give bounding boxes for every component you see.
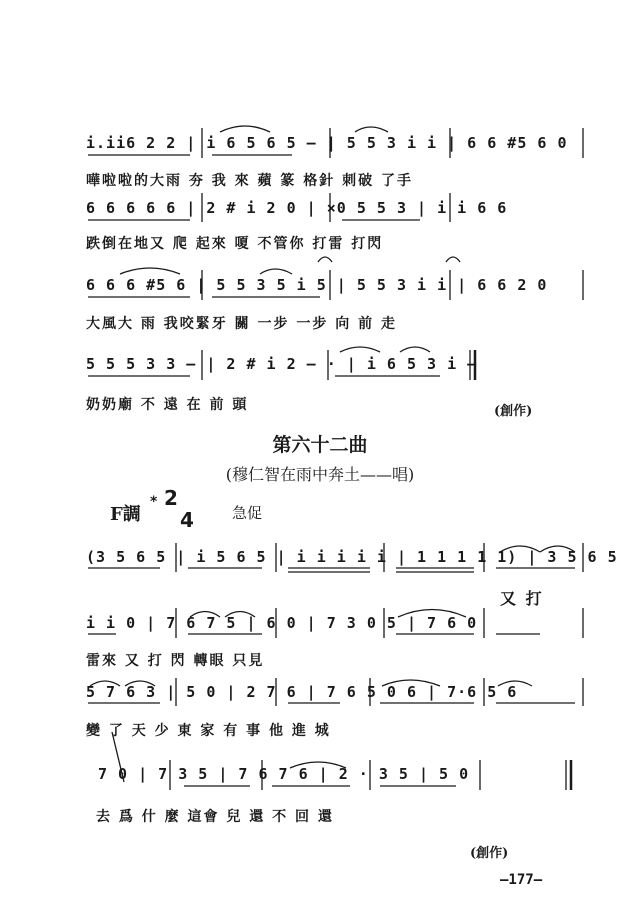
lyrics-row-1: 嘩啦啦的大雨 夯 我 來 蘋 篆 格針 刺破 了手	[86, 173, 413, 189]
notation-row-8: 7 0 | 7 3 5 | 7 6 7 6 | 2 · 3 5 | 5 0	[98, 765, 470, 783]
key-signature: F調	[110, 504, 141, 525]
lyrics-row-3: 大風大 雨 我咬緊牙 關 一步 一步 向 前 走	[86, 316, 397, 332]
notation-row-6: i i 0 | 7 6 7 5 | 6 0 | 7 3 0 5 | 7 6 0	[86, 614, 478, 632]
flat-sign-icon: *	[150, 494, 158, 510]
lyrics-row-2: 跌倒在地又 爬 起來 嗄 不管你 打雷 打閃	[86, 236, 384, 252]
meter-top: 2	[164, 486, 178, 510]
notation-row-4: 5 5 5 3 3 — | 2 # i 2 — · | i 6 5 3 i —	[86, 355, 478, 373]
source-note-1: (創作)	[494, 404, 533, 419]
lyrics-row-6: 雷來 又 打 閃 轉眼 只見	[86, 653, 265, 669]
notation-row-2: 6 6 6 6 6 | 2 # i 2 0 | ×0 5 5 3 | i i 6 6	[86, 199, 508, 217]
notation-row-7: 5 7 6 3 | 5 0 | 2 7 6 | 7 6 5 0 6 | 7·6 5 6	[86, 683, 518, 701]
song-subtitle: (穆仁智在雨中奔土——唱)	[225, 465, 415, 484]
source-note-2: (創作)	[470, 846, 509, 861]
song-title: 第六十二曲	[272, 434, 368, 456]
notation-row-1: i.ii6 2 2 | i 6 5 6 5 — | 5 5 3 i i | 6 6 #5 6 0	[86, 134, 568, 152]
notation-row-5: (3 5 6 5 | i 5 6 5 | i i i i i | 1 1 1 1 1) | 3 5 6 5	[86, 548, 618, 566]
notation-row-3: 6 6 6 #5 6 | 5 5 3 5 i 5 | 5 5 3 i i | 6 6 2 0	[86, 276, 548, 294]
meter-bottom: 4	[180, 508, 194, 532]
page-number: —177—	[500, 872, 543, 888]
lyrics-row-4: 奶奶廟 不 遠 在 前 頭	[86, 397, 249, 413]
lyrics-row-8: 去 爲 什 麼 這會 兒 還 不 回 還	[96, 809, 334, 825]
tempo-marking: 急促	[232, 504, 263, 522]
lyrics-row-5: 又 打	[500, 589, 544, 608]
lyrics-row-7: 變 了 天 少 東 家 有 事 他 進 城	[86, 723, 331, 739]
